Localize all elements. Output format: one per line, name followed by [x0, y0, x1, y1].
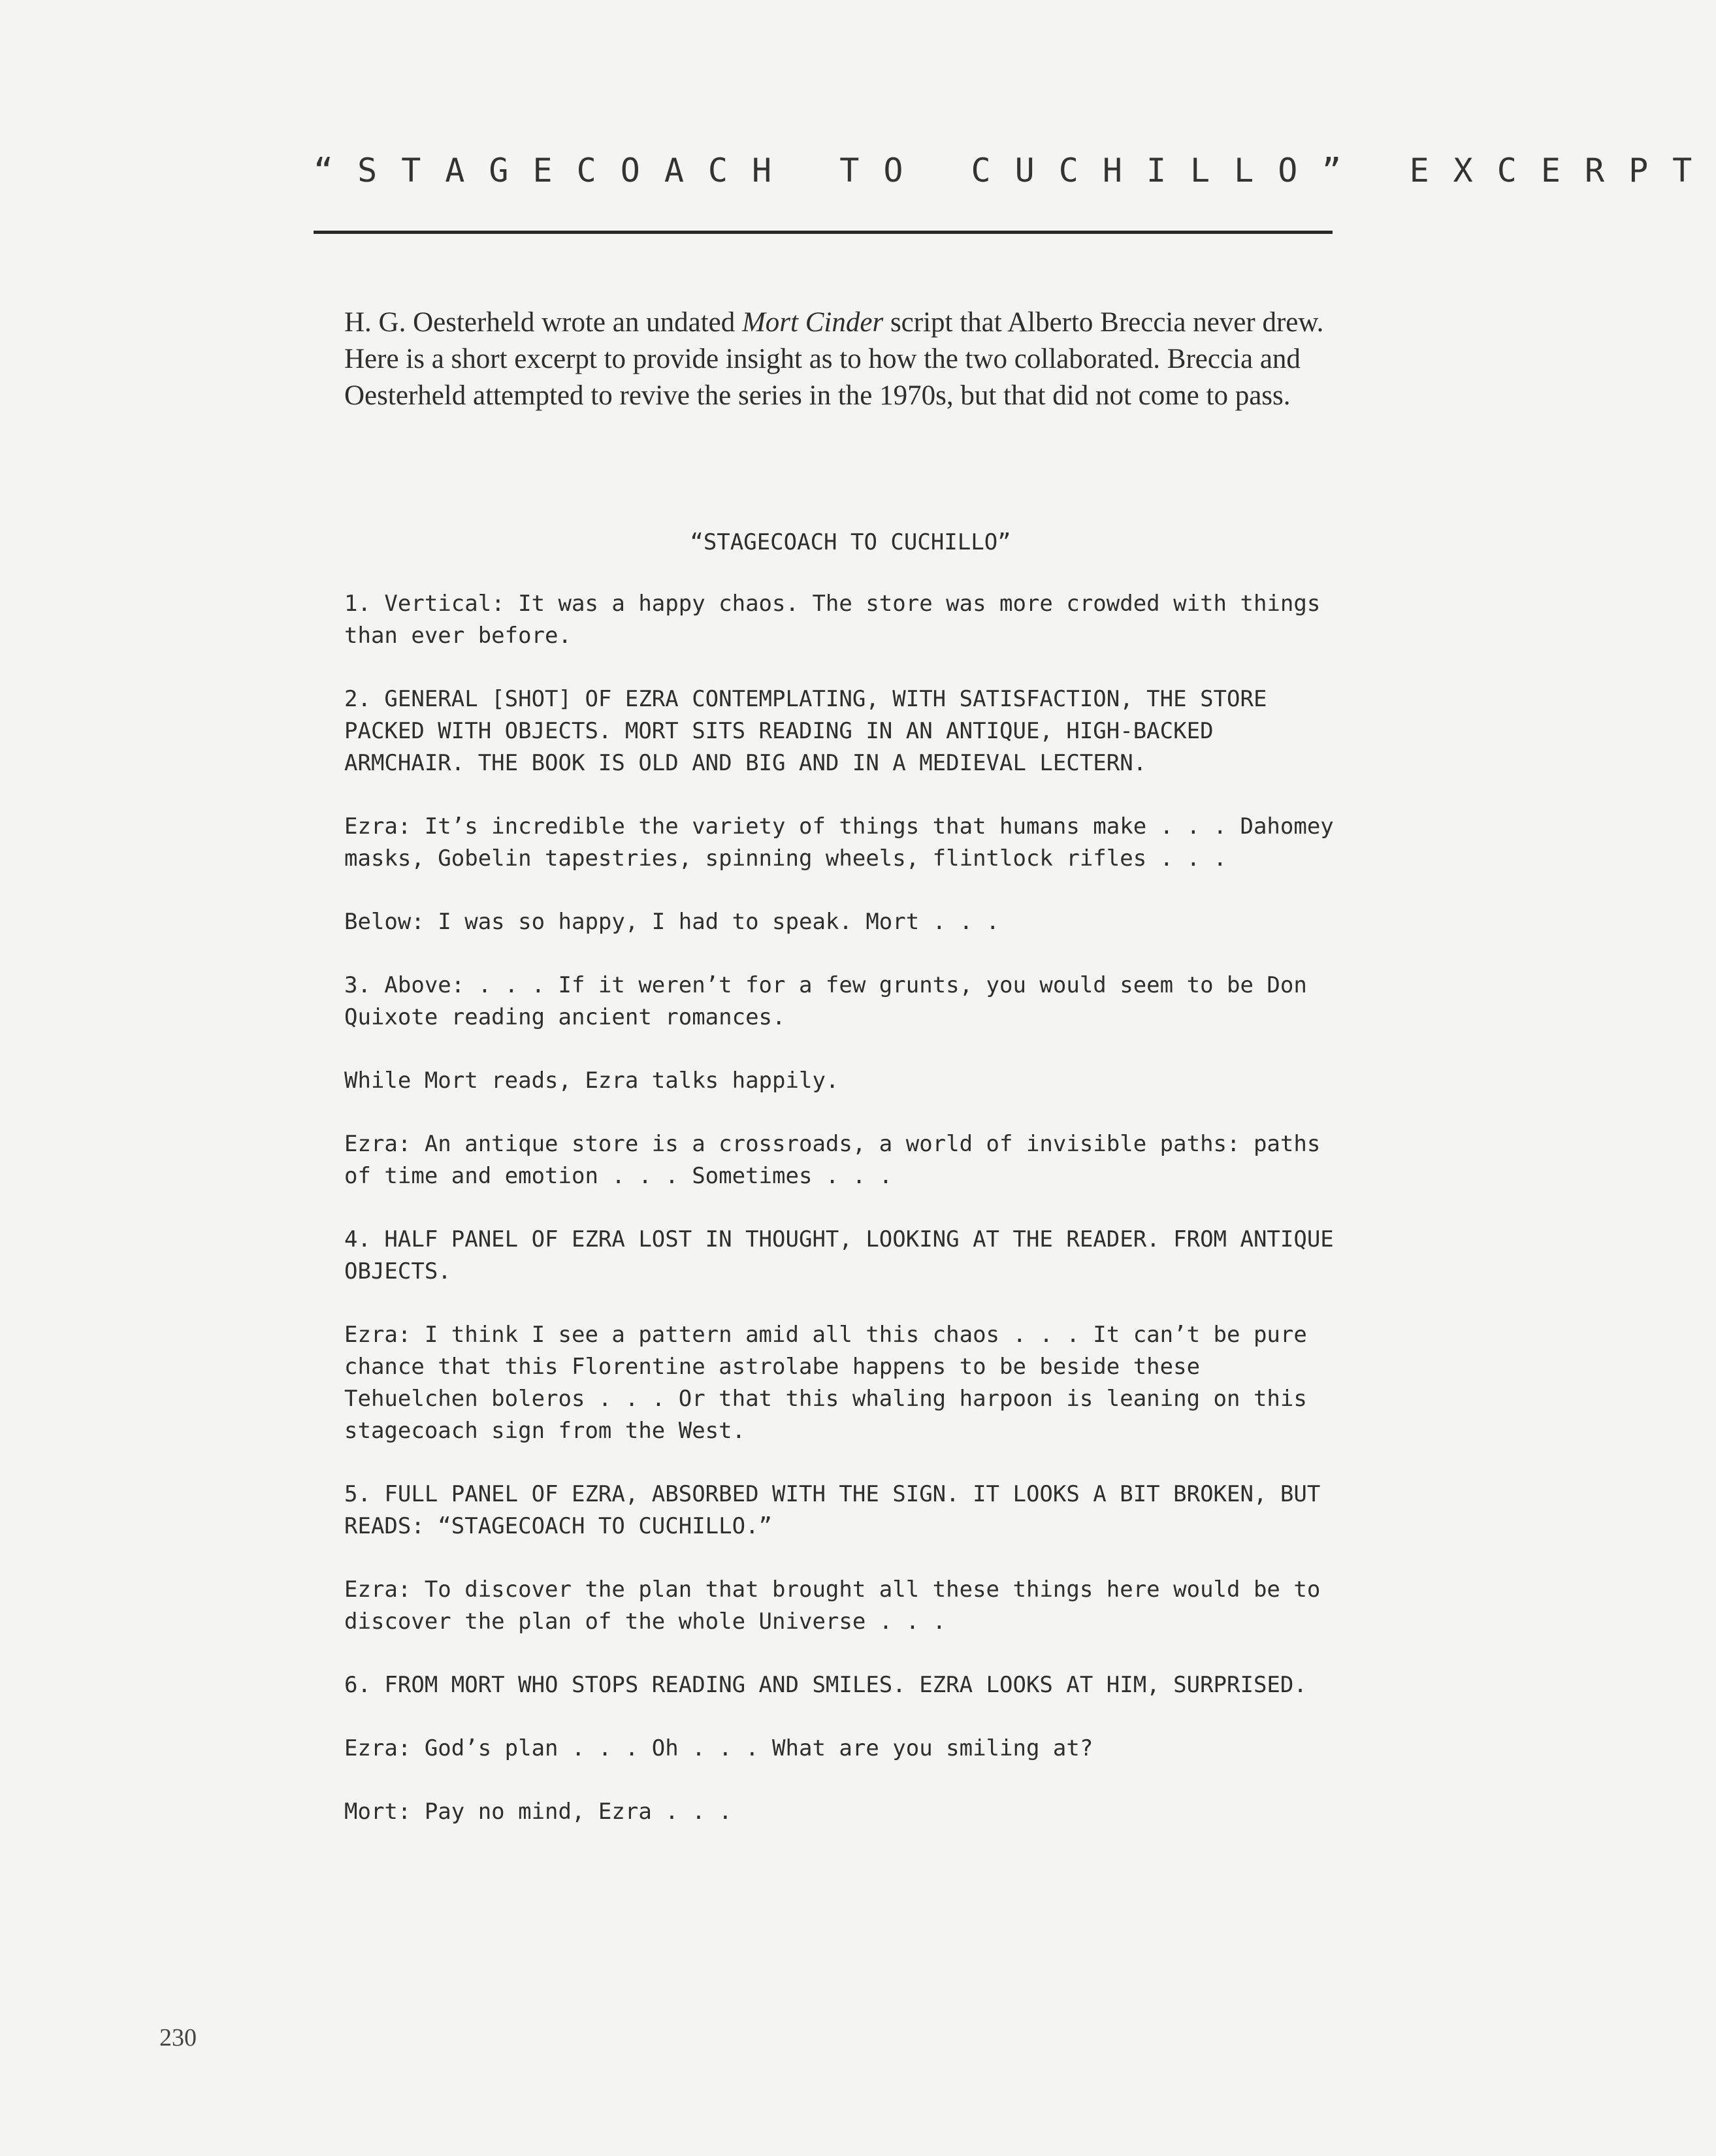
script-line: 6. FROM MORT WHO STOPS READING AND SMILES. EZRA LOOKS AT HIM, SURPRISED.: [344, 1672, 1307, 1698]
script-line: Ezra: I think I see a pattern amid all this chaos . . . It can’t be pure chance that this Florentine astrolabe happens to be beside these Tehuelchen boleros . . . Or that this whaling harpoon is leaning on this stagecoach sign from the West.: [344, 1322, 1307, 1444]
script-line: Ezra: To discover the plan that brought all these things here would be to discover the plan of the whole Universe . . .: [344, 1576, 1321, 1635]
intro-text-start: H. G. Oesterheld wrote an undated: [344, 307, 742, 338]
script-line: Ezra: It’s incredible the variety of things that humans make . . . Dahomey masks, Gobelin tapestries, spinning wheels, flintlock rifles . . .: [344, 813, 1334, 872]
intro-italic-title: Mort Cinder: [741, 307, 884, 338]
script-excerpt: [344, 527, 1337, 1859]
script-title: “STAGECOACH TO CUCHILLO”: [690, 529, 1011, 555]
script-line: Below: I was so happy, I had to speak. Mort . . .: [344, 909, 1000, 935]
intro-text-end: script that Alberto Breccia never drew. Here is a short excerpt to provide insight as to how the two collaborated. Breccia and Oesterheld attempted to revive the series in the 1970s, but that did not come to pass.: [344, 307, 1324, 411]
page-number: 230: [159, 2024, 197, 2051]
intro-paragraph: [344, 304, 1337, 414]
script-line: 2. GENERAL [SHOT] OF EZRA CONTEMPLATING, WITH SATISFACTION, THE STORE PACKED WITH OBJECTS. MORT SITS READING IN AN ANTIQUE, HIGH-BACKED ARMCHAIR. THE BOOK IS OLD AND BIG AND IN A MEDIEVAL LECTERN.: [344, 686, 1267, 776]
script-line: Ezra: An antique store is a crossroads, a world of invisible paths: paths of time and emotion . . . Sometimes . . .: [344, 1131, 1321, 1189]
script-line: While Mort reads, Ezra talks happily.: [344, 1068, 839, 1094]
script-line: 4. HALF PANEL OF EZRA LOST IN THOUGHT, LOOKING AT THE READER. FROM ANTIQUE OBJECTS.: [344, 1226, 1334, 1284]
script-line: 1. Vertical: It was a happy chaos. The store was more crowded with things than ever before.: [344, 591, 1321, 649]
script-line: Mort: Pay no mind, Ezra . . .: [344, 1799, 732, 1825]
script-line: 5. FULL PANEL OF EZRA, ABSORBED WITH THE SIGN. IT LOOKS A BIT BROKEN, BUT READS: “STAGECOACH TO CUCHILLO.”: [344, 1481, 1321, 1539]
page-header-title: “STAGECOACH TO CUCHILLO” EXCERPT: [314, 152, 1716, 189]
script-line: 3. Above: . . . If it weren’t for a few grunts, you would seem to be Don Quixote reading ancient romances.: [344, 972, 1307, 1030]
header-divider: [314, 231, 1333, 234]
script-line: Ezra: God’s plan . . . Oh . . . What are you smiling at?: [344, 1735, 1093, 1761]
